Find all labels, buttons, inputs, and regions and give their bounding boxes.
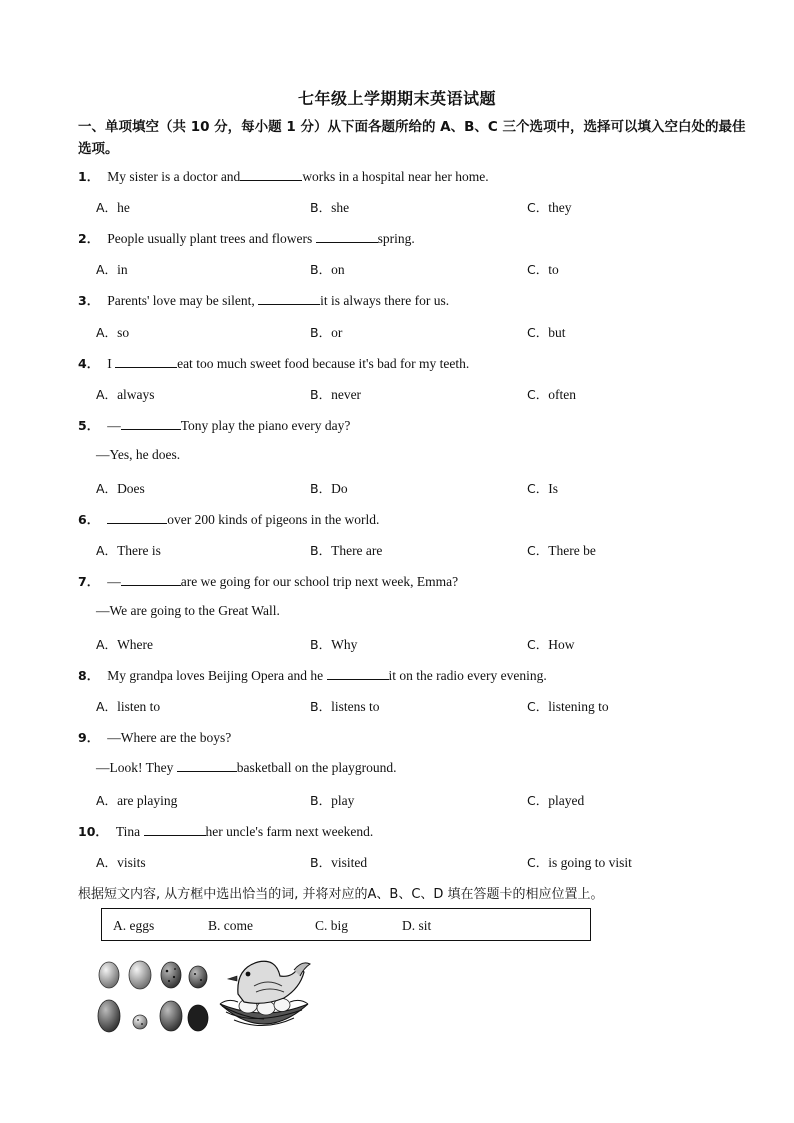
question-text: — — [107, 574, 121, 589]
word-bank-item: C. big — [315, 918, 349, 933]
question-7 — [78, 572, 458, 590]
question-number: 8． — [78, 668, 100, 683]
option-c: C．but — [527, 325, 566, 340]
option-a: A．in — [96, 262, 128, 277]
option-b: B．she — [310, 200, 350, 215]
question-2 — [78, 229, 415, 247]
question-text: I — [107, 356, 116, 371]
option-b: B．or — [310, 325, 343, 340]
option-b: B．visited — [310, 855, 368, 870]
question-text: it on the radio every evening. — [388, 668, 547, 683]
question-text: are we going for our school trip next week, Emma? — [180, 574, 459, 589]
answer-blank — [316, 230, 378, 243]
question-3 — [78, 291, 449, 309]
question-text: Tina — [115, 824, 144, 839]
question-text: — — [107, 418, 121, 433]
question-1 — [78, 167, 489, 185]
word-bank-item: B. come — [208, 918, 253, 933]
section-instruction: 根据短文内容, 从方框中选出恰当的词, 并将对应的A、B、C、D 填在答题卡的相应位置上。 — [78, 887, 604, 902]
option-b: B．on — [310, 262, 345, 277]
option-c: C．There be — [527, 543, 596, 558]
question-number: 4． — [78, 356, 100, 371]
option-c: C．played — [527, 793, 585, 808]
question-number: 2． — [78, 231, 100, 246]
question-text: eat too much sweet food because it's bad for my teeth. — [177, 356, 470, 371]
word-bank-item: A. eggs — [113, 918, 155, 933]
option-a: A．There is — [96, 543, 161, 558]
question-text: My grandpa loves Beijing Opera and he — [107, 668, 327, 683]
bird-nest-illustration — [214, 948, 314, 1038]
option-c: C．Is — [527, 481, 558, 496]
option-b: B．listens to — [310, 699, 380, 714]
question-text: —Where are the boys? — [107, 730, 232, 745]
option-b: B．Why — [310, 637, 358, 652]
option-a: A．always — [96, 387, 155, 402]
option-a: A．Does — [96, 481, 145, 496]
option-c: C．How — [527, 637, 575, 652]
option-b: B．never — [310, 387, 362, 402]
question-number: 6． — [78, 512, 100, 527]
answer-blank — [144, 823, 206, 836]
option-b: B．play — [310, 793, 355, 808]
question-text: it is always there for us. — [320, 293, 450, 308]
question-text: works in a hospital near her home. — [302, 169, 489, 184]
answer-blank — [121, 417, 181, 430]
eggs-illustration — [95, 950, 215, 1040]
question-text: her uncle's farm next weekend. — [205, 824, 374, 839]
question-8 — [78, 666, 547, 684]
question-text: spring. — [377, 231, 415, 246]
option-c: C．often — [527, 387, 576, 402]
option-a: A．listen to — [96, 699, 161, 714]
question-text: over 200 kinds of pigeons in the world. — [167, 512, 380, 527]
dialogue-line: —We are going to the Great Wall. — [96, 603, 280, 618]
answer-blank — [115, 355, 177, 368]
question-number: 1． — [78, 169, 100, 184]
question-text: People usually plant trees and flowers — [107, 231, 316, 246]
dialogue-line: —Look! They basketball on the playground. — [96, 760, 397, 775]
answer-blank — [107, 511, 167, 524]
dialogue-line: —Yes, he does. — [96, 447, 181, 462]
question-number: 5． — [78, 418, 100, 433]
question-10 — [78, 822, 373, 840]
answer-blank — [258, 292, 320, 305]
option-c: C．is going to visit — [527, 855, 632, 870]
question-text: Parents' love may be silent, — [107, 293, 259, 308]
question-number: 3． — [78, 293, 100, 308]
word-bank-item: D. sit — [402, 918, 432, 933]
answer-blank — [327, 667, 389, 680]
option-a: A．Where — [96, 637, 154, 652]
question-4 — [78, 354, 469, 372]
option-a: A．he — [96, 200, 130, 215]
question-text: Tony play the piano every day? — [180, 418, 351, 433]
page-title: 七年级上学期期末英语试题 — [297, 89, 496, 108]
option-a: A．so — [96, 325, 130, 340]
question-9 — [78, 728, 231, 746]
option-c: C．listening to — [527, 699, 609, 714]
option-a: A．are playing — [96, 793, 178, 808]
option-c: C．to — [527, 262, 559, 277]
answer-blank — [177, 759, 237, 772]
word-bank-box — [101, 908, 591, 941]
option-b: B．There are — [310, 543, 383, 558]
question-text: My sister is a doctor and — [107, 169, 241, 184]
option-c: C．they — [527, 200, 572, 215]
question-number: 10． — [78, 824, 108, 839]
question-number: 7． — [78, 574, 100, 589]
option-b: B．Do — [310, 481, 348, 496]
question-6 — [78, 510, 379, 528]
question-5 — [78, 416, 350, 434]
answer-blank — [240, 168, 302, 181]
option-a: A．visits — [96, 855, 146, 870]
section-heading: 一、单项填空（共 10 分，每小题 1 分）从下面各题所给的 A、B、C 三个选项中，选择可以填入空白处的最佳选项。 — [78, 119, 746, 157]
answer-blank — [121, 573, 181, 586]
question-number: 9． — [78, 730, 100, 745]
